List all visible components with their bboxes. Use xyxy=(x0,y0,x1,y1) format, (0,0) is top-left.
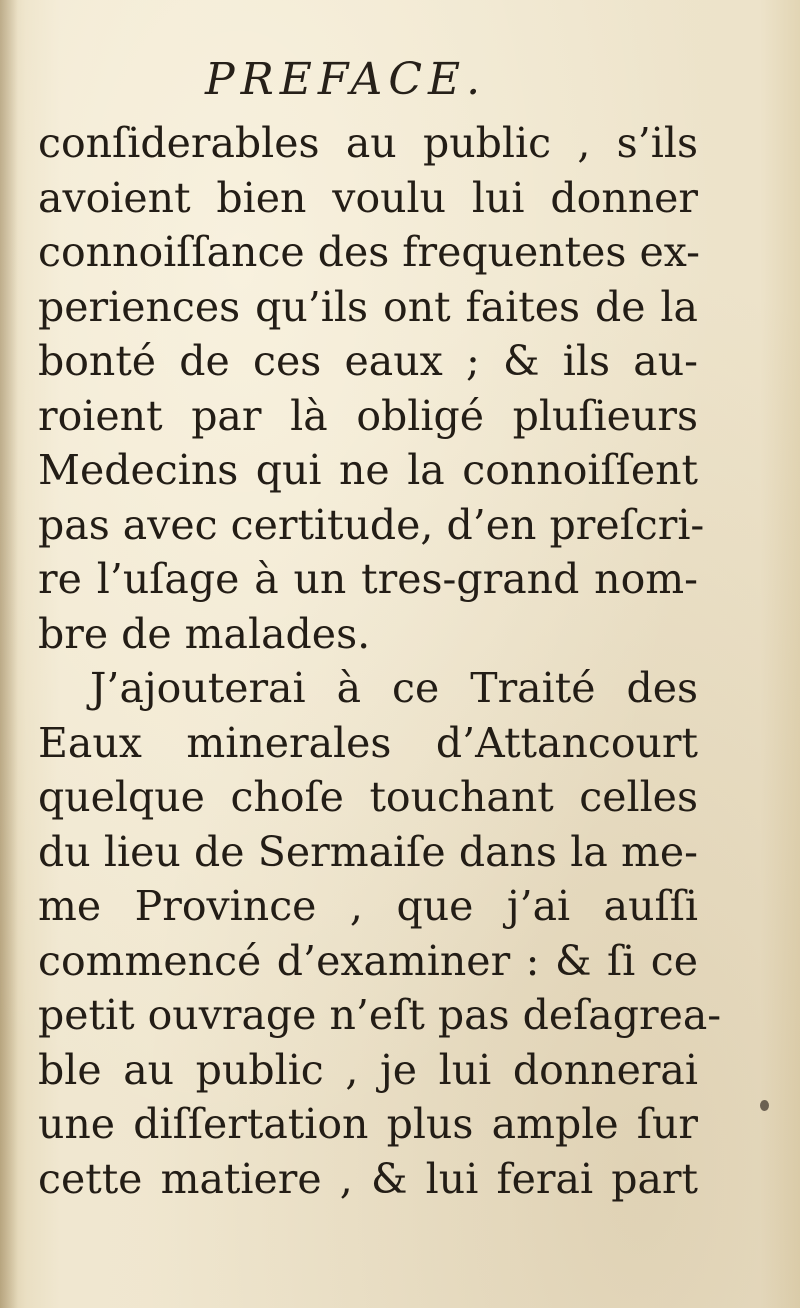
text-line: du lieu de Sermaiſe dans la me- xyxy=(38,827,698,876)
text-line: commencé d’examiner : & ſi ce xyxy=(38,936,698,985)
text-line: bre de malades. xyxy=(38,609,371,658)
text-line: cette matiere , & lui ferai part xyxy=(38,1154,698,1203)
body-text xyxy=(38,116,722,1206)
text-line: me Province , que j’ai auſſi xyxy=(38,882,698,930)
text-line: re l’uſage à un tres-grand nom- xyxy=(38,555,698,603)
text-line: roient par là obligé pluſieurs xyxy=(38,391,698,440)
text-line: une diſſertation plus ample ſur xyxy=(38,1100,698,1148)
text-line: avoient bien voulu lui donner xyxy=(38,173,698,222)
spine-shadow xyxy=(0,0,18,1308)
text-line: Eaux minerales d’Attancourt xyxy=(38,718,698,767)
text-line: conſiderables au public , s’ils xyxy=(38,119,698,167)
text-line: periences qu’ils ont faites de la xyxy=(38,282,698,331)
text-line: quelque choſe touchant celles xyxy=(38,773,698,821)
text-line: Medecins qui ne la connoiſſent xyxy=(38,446,698,494)
running-head: PREFACE. xyxy=(205,54,487,105)
ink-speck xyxy=(760,1100,769,1111)
text-line: connoiſſance des frequentes ex- xyxy=(38,228,700,276)
text-line: pas avec certitude, d’en preſcri- xyxy=(38,500,705,549)
text-line: bonté de ces eaux ; & ils au- xyxy=(38,337,698,385)
text-line: ble au public , je lui donnerai xyxy=(38,1045,698,1094)
text-line: petit ouvrage n’eſt pas deſagrea- xyxy=(38,991,722,1039)
text-line: J’ajouterai à ce Traité des xyxy=(90,664,698,712)
